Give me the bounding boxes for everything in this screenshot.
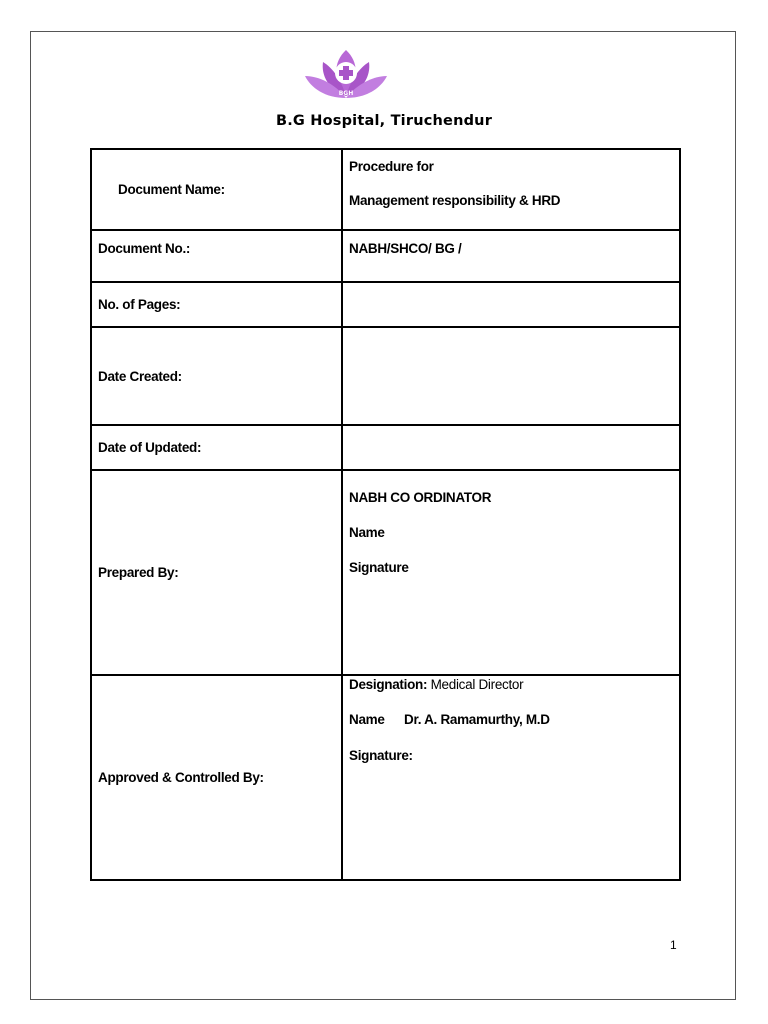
document-no-label-text: Document No.:: [98, 241, 191, 256]
approved-by-label: Approved & Controlled By:: [91, 675, 342, 880]
document-no-label: [91, 230, 342, 282]
document-name-line1: Procedure for: [349, 159, 434, 174]
prepared-by-role: NABH CO ORDINATOR: [349, 490, 492, 505]
date-created-label: Date Created:: [91, 327, 342, 425]
approver-name-value: Dr. A. Ramamurthy, M.D: [404, 712, 550, 727]
date-created-value: [342, 327, 680, 425]
no-of-pages-value: [342, 282, 680, 327]
prepared-by-signature-label: Signature: [349, 560, 409, 575]
page-number: 1: [670, 938, 677, 952]
prepared-by-name-label: Name: [349, 525, 385, 540]
document-no-value-text: NABH/SHCO/ BG /: [349, 241, 462, 256]
table-row-approved-by: [91, 675, 680, 880]
table-row-date-created: [91, 327, 680, 425]
document-name-label: Document Name:: [91, 149, 342, 230]
document-control-table: [90, 148, 681, 881]
logo-text: BGH: [338, 90, 354, 97]
date-updated-value: [342, 425, 680, 470]
table-row-document-no: [91, 230, 680, 282]
prepared-by-label: Prepared By:: [91, 470, 342, 675]
prepared-by-value: [342, 470, 680, 675]
no-of-pages-label: No. of Pages:: [91, 282, 342, 327]
approver-name-label: Name: [349, 712, 385, 727]
designation-row: [349, 677, 673, 692]
document-name-line2: Management responsibility & HRD: [349, 193, 561, 208]
table-row-date-updated: [91, 425, 680, 470]
approver-name-row: [349, 712, 673, 727]
date-updated-label: Date of Updated:: [91, 425, 342, 470]
approver-signature-label: Signature:: [349, 748, 413, 763]
table-row-document-name: [91, 149, 680, 230]
approved-by-value: [342, 675, 680, 880]
table-row-no-of-pages: [91, 282, 680, 327]
document-no-value: [342, 230, 680, 282]
designation-value: Medical Director: [430, 677, 524, 692]
hospital-name: B.G Hospital, Tiruchendur: [275, 113, 493, 129]
designation-label: Designation:: [349, 677, 428, 692]
document-name-value: [342, 149, 680, 230]
lotus-cross-logo-icon: [303, 46, 389, 102]
table-row-prepared-by: [91, 470, 680, 675]
